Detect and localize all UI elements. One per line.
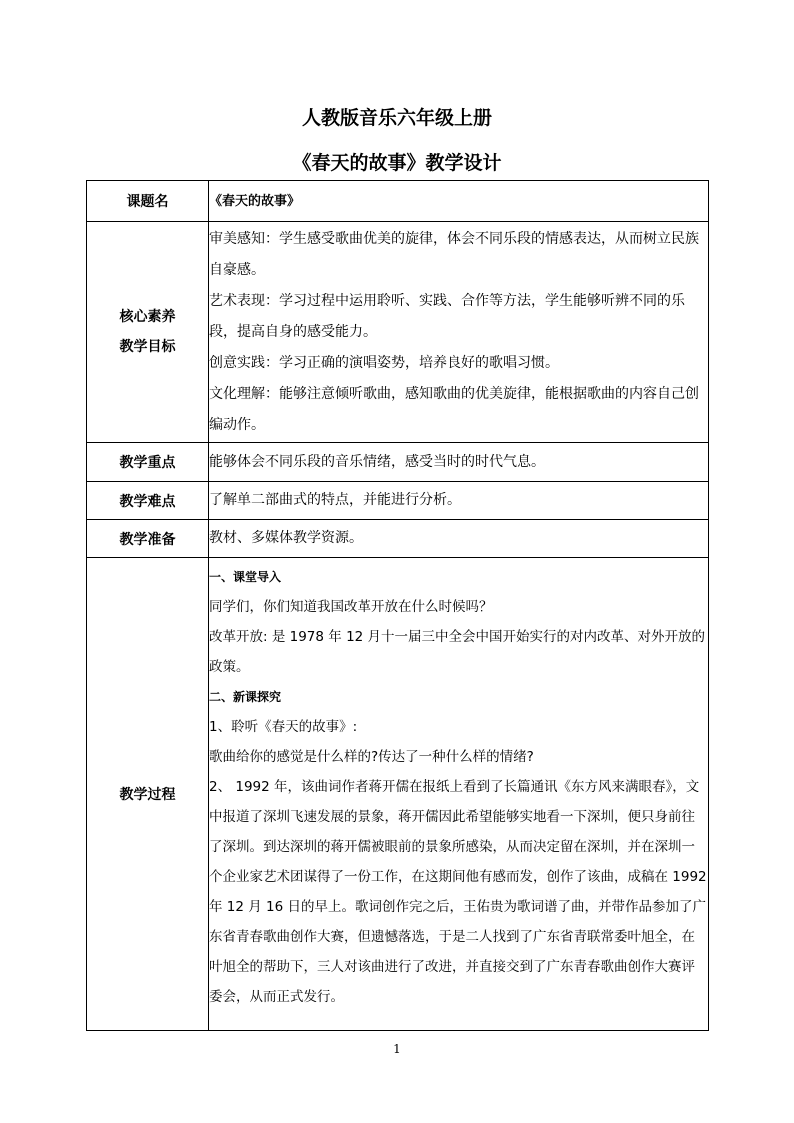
explore-background: 2、 1992 年，该曲词作者蒋开儒在报纸上看到了长篇通讯《东方风来满眼春》，文中报道了深圳飞速发展的景象，蒋开儒因此希望能够实地看一下深圳，便只身前往了深圳。到达深圳的蒋开儒被眼前的景象所感染，从而决定留在深圳，并在深圳一个企业家艺术团谋得了一份工作，在这期间他有感而发，创作了该曲，成稿在 1992 年 12 月 16 日的早上。歌词创作完之后，王佑贵为歌词谱了曲，并带作品参加了广东省青春歌曲创作大赛，但遗憾落选，于是二人找到了广东省青联常委叶旭全，在叶旭全的帮助下，三人对该曲进行了改进，并直接交到了广东青春歌曲创作大赛评委会，从而正式发行。 xyxy=(209,779,707,1005)
topic-value: 《春天的故事》 xyxy=(209,181,709,222)
table-row xyxy=(87,222,709,443)
preparation-value: 教材、多媒体教学资源。 xyxy=(209,520,709,558)
goal-expression: 艺术表现：学习过程中运用聆听、实践、合作等方法，学生能够听辨不同的乐段，提高自身的感受能力。 xyxy=(209,292,685,340)
document-title: 人教版音乐六年级上册 xyxy=(301,107,492,129)
goal-creative: 创意实践：学习正确的演唱姿势，培养良好的歌唱习惯。 xyxy=(209,354,559,371)
topic-label: 课题名 xyxy=(87,181,209,222)
key-points-value: 能够体会不同乐段的音乐情绪，感受当时的时代气息。 xyxy=(209,443,709,482)
page-number: 1 xyxy=(393,1042,401,1056)
key-points-label: 教学重点 xyxy=(87,443,209,482)
process-label: 教学过程 xyxy=(87,558,209,1031)
process-content xyxy=(209,558,709,1031)
section-heading-explore: 二、新课探究 xyxy=(209,690,282,704)
goals-label-line2: 教学目标 xyxy=(119,339,176,355)
explore-question: 歌曲给你的感觉是什么样的?传达了一种什么样的情绪? xyxy=(209,749,534,765)
table-row xyxy=(87,558,709,1031)
difficulties-value: 了解单二部曲式的特点，并能进行分析。 xyxy=(209,482,709,520)
table-row xyxy=(87,443,709,482)
table-row xyxy=(87,482,709,520)
intro-question: 同学们，你们知道我国改革开放在什么时候吗？ xyxy=(209,599,493,615)
goals-label-line1: 核心素养 xyxy=(119,309,176,325)
goals-label xyxy=(87,222,209,443)
difficulties-label: 教学难点 xyxy=(87,482,209,520)
section-heading-intro: 一、课堂导入 xyxy=(209,570,282,584)
goals-content xyxy=(209,222,709,443)
intro-explanation: 改革开放: 是 1978 年 12 月十一届三中全会中国开始实行的对内改革、对外开放的政策。 xyxy=(209,629,706,675)
document-subtitle: 《春天的故事》教学设计 xyxy=(292,152,502,174)
table-row xyxy=(87,520,709,558)
table-row xyxy=(87,181,709,222)
explore-listen: 1、聆听《春天的故事》: xyxy=(209,719,358,735)
lesson-plan-table xyxy=(86,180,709,1031)
preparation-label: 教学准备 xyxy=(87,520,209,558)
goal-aesthetic: 审美感知：学生感受歌曲优美的旋律，体会不同乐段的情感表达，从而树立民族自豪感。 xyxy=(209,230,699,278)
goal-culture: 文化理解：能够注意倾听歌曲，感知歌曲的优美旋律，能根据歌曲的内容自己创编动作。 xyxy=(209,385,699,433)
